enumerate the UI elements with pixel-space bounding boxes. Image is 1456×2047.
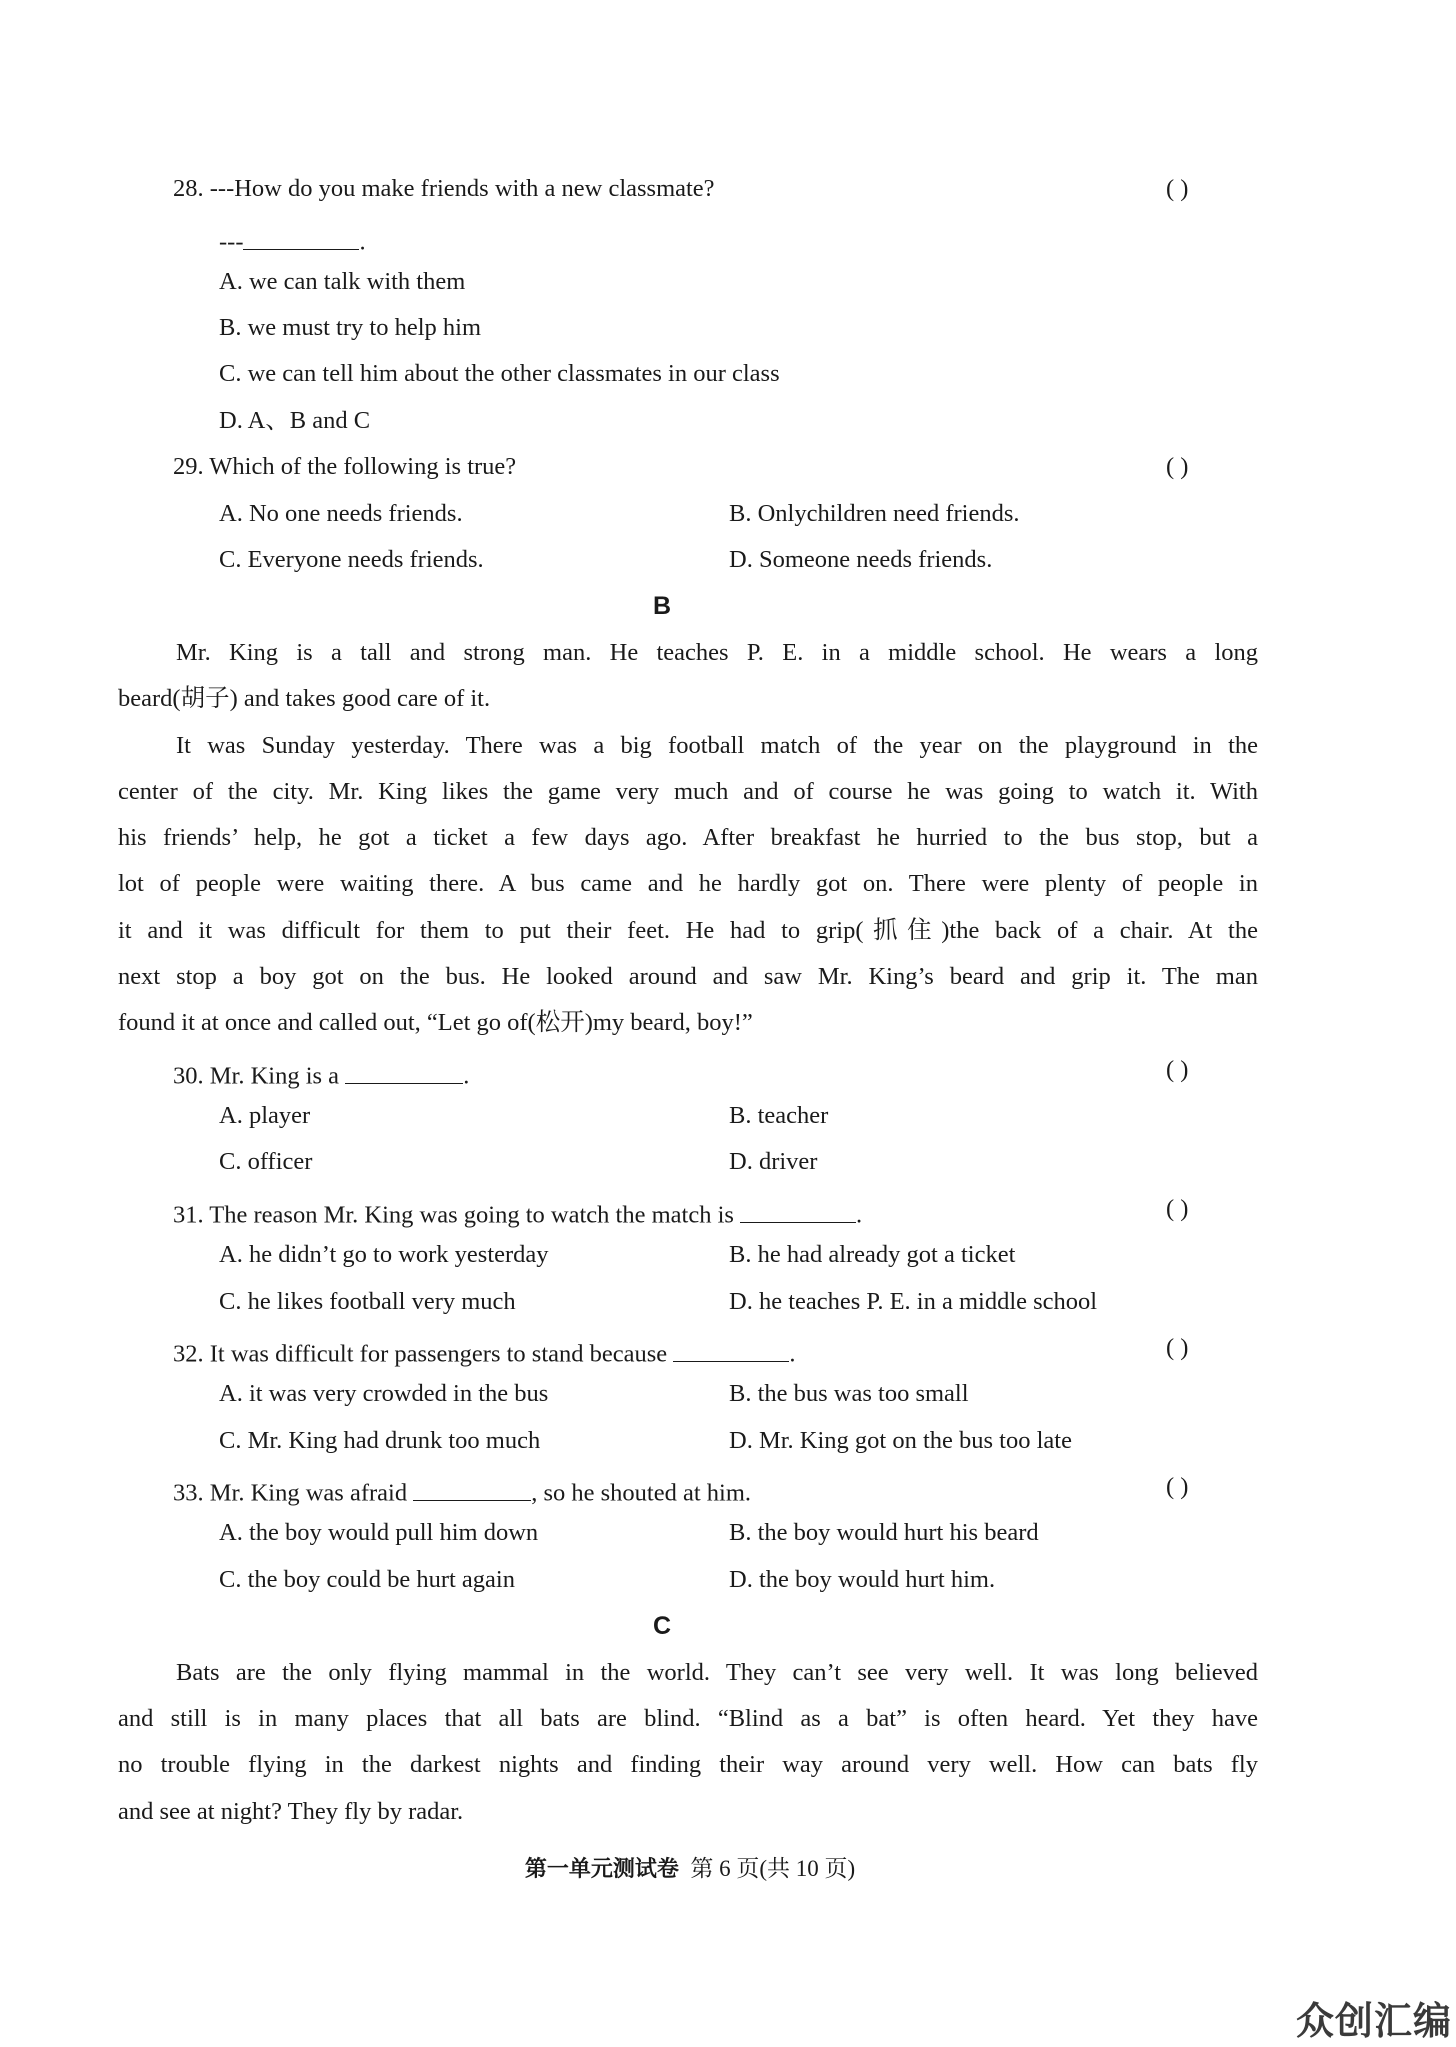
q29-option-a: A. No one needs friends. (219, 500, 463, 527)
q28-option-a: A. we can talk with them (219, 268, 466, 295)
q32-option-c: C. Mr. King had drunk too much (219, 1427, 541, 1454)
q31-option-a: A. he didn’t go to work yesterday (219, 1241, 549, 1268)
passage-b-line: center of the city. Mr. King likes the game very much and of course he was going to watch it. With (118, 778, 1258, 805)
q29-option-d: D. Someone needs friends. (729, 546, 993, 573)
passage-c-line: and see at night? They fly by radar. (118, 1798, 464, 1825)
q33-stem: 33. Mr. King was afraid , so he shouted at him. (173, 1475, 751, 1506)
section-c-heading: C (652, 1612, 672, 1640)
q30-option-d: D. driver (729, 1148, 818, 1175)
answer-blank (673, 1336, 789, 1362)
q31-stem: 31. The reason Mr. King was going to watch the match is . (173, 1197, 862, 1228)
q32-stem: 32. It was difficult for passengers to stand because . (173, 1336, 795, 1367)
passage-b-line: found it at once and called out, “Let go of(松开)my beard, boy!” (118, 1009, 753, 1036)
passage-b-line: next stop a boy got on the bus. He looked around and saw Mr. King’s beard and grip it. The man (118, 963, 1258, 990)
passage-c-line: and still is in many places that all bats are blind. “Blind as a bat” is often heard. Yet they have (118, 1705, 1258, 1732)
q31-option-c: C. he likes football very much (219, 1288, 516, 1315)
page-footer (0, 1857, 1380, 1881)
q28-stem: 28. ---How do you make friends with a new classmate? (173, 175, 715, 202)
q28-option-d: D. A、B and C (219, 407, 371, 434)
q32-answer-paren[interactable]: ( ) (1166, 1334, 1189, 1361)
watermark-logo: 众创汇编 (1295, 1999, 1452, 2043)
q31-option-b: B. he had already got a ticket (729, 1241, 1016, 1268)
passage-c-line: Bats are the only flying mammal in the world. They can’t see very well. It was long believed (176, 1659, 1258, 1686)
q30-stem: 30. Mr. King is a . (173, 1058, 469, 1089)
q32-option-a: A. it was very crowded in the bus (219, 1380, 549, 1407)
passage-b-line: his friends’ help, he got a ticket a few days ago. After breakfast he hurried to the bus stop, but a (118, 824, 1258, 851)
q29-option-c: C. Everyone needs friends. (219, 546, 484, 573)
q30-answer-paren[interactable]: ( ) (1166, 1056, 1189, 1083)
q32-option-d: D. Mr. King got on the bus too late (729, 1427, 1072, 1454)
q33-answer-paren[interactable]: ( ) (1166, 1473, 1189, 1500)
answer-blank (243, 224, 359, 250)
q32-option-b: B. the bus was too small (729, 1380, 969, 1407)
q28-option-c: C. we can tell him about the other classmates in our class (219, 360, 780, 387)
q33-option-b: B. the boy would hurt his beard (729, 1519, 1039, 1546)
passage-c-line: no trouble flying in the darkest nights and finding their way around very well. How can bats fly (118, 1751, 1258, 1778)
q31-option-d: D. he teaches P. E. in a middle school (729, 1288, 1098, 1315)
answer-blank (413, 1475, 531, 1501)
q29-stem: 29. Which of the following is true? (173, 453, 517, 480)
q33-option-d: D. the boy would hurt him. (729, 1566, 996, 1593)
q30-option-b: B. teacher (729, 1102, 829, 1129)
passage-b-line: Mr. King is a tall and strong man. He teaches P. E. in a middle school. He wears a long (176, 639, 1258, 666)
q28-answer-line: --- . (219, 224, 366, 255)
footer-page-number: 第 6 页(共 10 页) (690, 1856, 856, 1881)
q28-option-b: B. we must try to help him (219, 314, 481, 341)
passage-b-line: it and it was difficult for them to put their feet. He had to grip(抓住)the back of a chair. At the (118, 917, 1258, 944)
passage-b-line: lot of people were waiting there. A bus came and he hardly got on. There were plenty of people in (118, 870, 1258, 897)
q29-answer-paren[interactable]: ( ) (1166, 453, 1189, 480)
q29-option-b: B. Onlychildren need friends. (729, 500, 1020, 527)
section-b-heading: B (652, 592, 672, 620)
q31-answer-paren[interactable]: ( ) (1166, 1195, 1189, 1222)
q28-answer-paren[interactable]: ( ) (1166, 175, 1189, 202)
answer-blank (345, 1058, 463, 1084)
answer-blank (740, 1197, 856, 1223)
q30-option-c: C. officer (219, 1148, 313, 1175)
q33-option-c: C. the boy could be hurt again (219, 1566, 515, 1593)
passage-b-line: It was Sunday yesterday. There was a big football match of the year on the playground in the (176, 732, 1258, 759)
passage-b-line: beard(胡子) and takes good care of it. (118, 685, 491, 712)
q33-option-a: A. the boy would pull him down (219, 1519, 539, 1546)
footer-title: 第一单元测试卷 (524, 1857, 679, 1882)
q30-option-a: A. player (219, 1102, 311, 1129)
